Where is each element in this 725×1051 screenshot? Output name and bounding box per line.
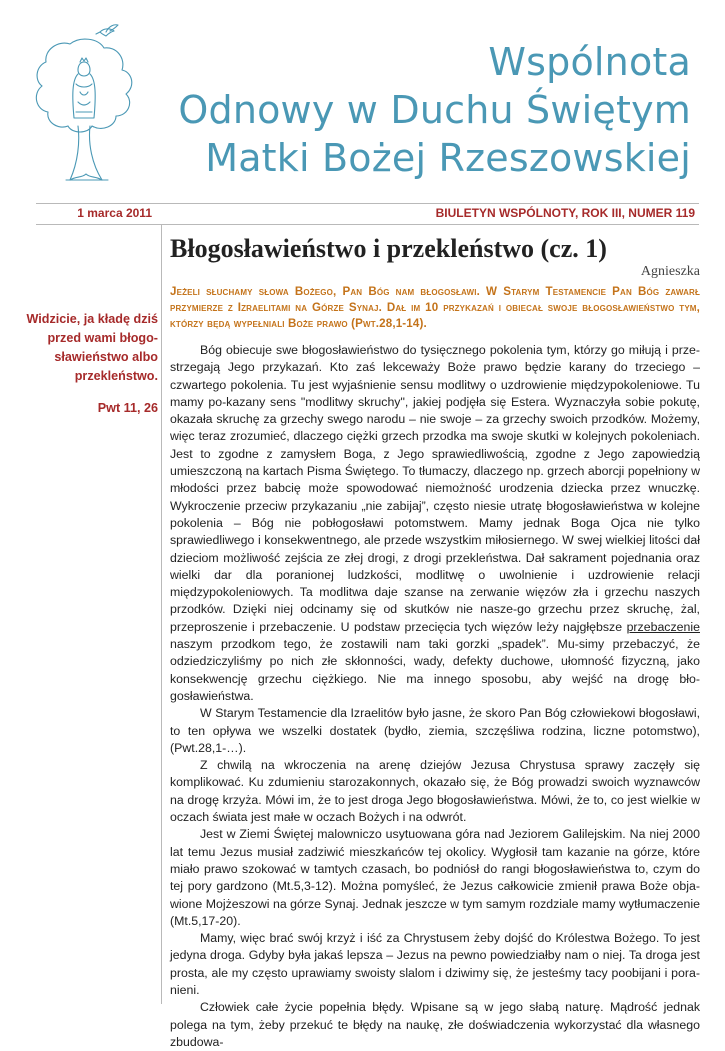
paragraph-1-part-a: Bóg obiecuje swe błogosławieństwo do tysięcznego pokolenia tym, którzy go miłują i prze-strzegają Jego przykazań. Kto zaś lekceważy Boże prawo będzie karany do trzeciego – czwartego pokolenia. Tu jest wyjaśnienie sensu modlitwy o uzdrowienie międzypokoleniowe. Tu mamy po-kazany sens "modlitwy skruchy", jakiej podjęła się Estera. Wyznaczyła sobie pokutę, okazała skruchę za grzechy swego narodu – nie swoje – za grzechy swoich przodków. Możemy, więc teraz zrozumieć, dlaczego ciężki grzech przodka ma swoje skutki w kolejnych pokoleniach. Jest to zgodne z zamysłem Boga, z Jego sprawiedliwością, zgodne z Jego zapowiedzią umieszczoną na kartach Pisma Świętego. To tłumaczy, dlaczego np. grzech aborcji popełniony w młodości przez babcię może spowodować niemożność urodzenia dziecka przez wnuczkę. Wykroczenie przeciw przykazaniu „nie zabijaj”, często niesie utratę błogosławieństwa w kolejne pokolenia – Bóg nie pobłogosławi potomstwem. Mamy jednak Boga Ojca nie tylko sprawiedliwego i konsekwentnego, ale przede wszystkim miłosiernego. W swej wielkiej litości dał dzieciom możliwość zejścia ze złej drogi, z drogi przekleństwa. Dał sakrament pojednania oraz wielki dar dla poranionej ludzkości, modlitwę o uwolnienie i uzdrowienie relacji międzypokoleniowych. Ta modlitwa daje szanse na zerwanie więzów zła i grzechu naszych przodków. Dzięki niej odcinamy się od skutków nie nasze-go grzechu przez skruchę, żal, przeproszenie i przebaczenie. U podstaw przecięcia tych więzów leży najgłębsze	[170, 343, 700, 634]
paragraph-2: W Starym Testamencie dla Izraelitów było jasne, że skoro Pan Bóg człowiekowi błogosławi, to ten opływa we wszelki dostatek (bydło, ziemia, szczęśliwa rodzina, liczne potomstwo), (Pwt.28,1-…).	[170, 706, 700, 755]
article-body	[170, 342, 700, 1051]
paragraph-1	[170, 342, 700, 705]
masthead-line-2: Odnowy w Duchu Świętym	[178, 88, 691, 132]
paragraph-4: Jest w Ziemi Świętej malowniczo usytuowana góra nad Jeziorem Galilejskim. Na niej 2000 lat temu Jezus musiał zadziwić mieszkańców tej okolicy. Wygłosił tam kazanie na górze, które miało prawo szokować w tamtych czasach, bo podniósł do rangi błogosławieństwa to, czym do tej pory gardzono (Mt.5,3-12). Można pomyśleć, że Jezus całkowicie zmienił prawa Boże obja-wione Mojżeszowi na górze Synaj. Jednak jeszcze w tym samym rozdziale mamy wytłumaczenie (Mt.5,17-20).	[170, 827, 700, 928]
sidebar-quote-text: Widzicie, ja kładę dziś przed wami błogo-sławieństwo albo przekleństwo.	[26, 312, 158, 383]
article-author: Agnieszka	[640, 264, 700, 279]
masthead-line-1: Wspólnota	[488, 40, 691, 84]
article	[170, 232, 700, 1051]
paragraph-1-part-b: naszym przodkom tego, że zostawili nam taki gorzki „spadek”. Mu-simy przebaczyć, że odziedziczyliśmy po nich złe skłonności, wady, defekty duchowe, ułomność fizyczną, jako konsekwencję grzechu ciężkiego. Nie ma innego sposobu, aby wejść na drogę bło-gosławieństwa.	[170, 637, 700, 703]
bulletin-info: BIULETYN WSPÓLNOTY, ROK III, NUMER 119	[435, 206, 695, 220]
community-logo-tree-icon	[30, 22, 140, 187]
header-rule-bottom	[36, 224, 699, 225]
sidebar-quote	[22, 310, 158, 418]
header-rule-top	[36, 203, 699, 204]
column-divider	[161, 224, 162, 1004]
masthead	[178, 38, 691, 182]
paragraph-3: Z chwilą na wkroczenia na arenę dziejów Jezusa Chrystusa sprawy zaczęły się komplikować. Ku zdumieniu starozakonnych, okazało się, że Bóg prowadzi swoich wyznawców na drogę krzyża. Mówi im, że to jest droga Jego błogosławieństwa. Mówi, że to, co jest wielkie w oczach świata jest małe w oczach Bożych i na odwrót.	[170, 758, 700, 825]
article-title: Błogosławieństwo i przekleństwo (cz. 1)	[170, 234, 607, 263]
paragraph-6: Człowiek całe życie popełnia błędy. Wpisane są w jego słabą naturę. Mądrość jednak polega na tym, żeby przekuć te błędy na naukę, złe doświadczenia wykorzystać dla własnego zbudowa-	[170, 1000, 700, 1049]
article-lead: Jeżeli słuchamy słowa Bożego, Pan Bóg nam błogosławi. W Starym Testamencie Pan Bóg zawarł przymierze z Izraelitami na Górze Synaj. Dał im 10 przykazań i obiecał swoje błogosławieństwo tym, którzy będą wypełniali Boże prawo (Pwt.28,1-14).	[170, 285, 700, 330]
sidebar-quote-reference: Pwt 11, 26	[97, 401, 158, 415]
masthead-line-3: Matki Bożej Rzeszowskiej	[205, 136, 691, 180]
paragraph-5: Mamy, więc brać swój krzyż i iść za Chrystusem żeby dojść do Królestwa Bożego. To jest jedyna droga. Gdyby była jakaś lepsza – Jezus na pewno powiedziałby nam o niej. Ta droga jest prosta, ale my często uprawiamy swoisty slalom i dziwimy się, że jesteśmy tacy poobijani i pora-nieni.	[170, 931, 700, 997]
underlined-word: przebaczenie	[626, 619, 700, 634]
issue-date: 1 marca 2011	[77, 206, 152, 220]
